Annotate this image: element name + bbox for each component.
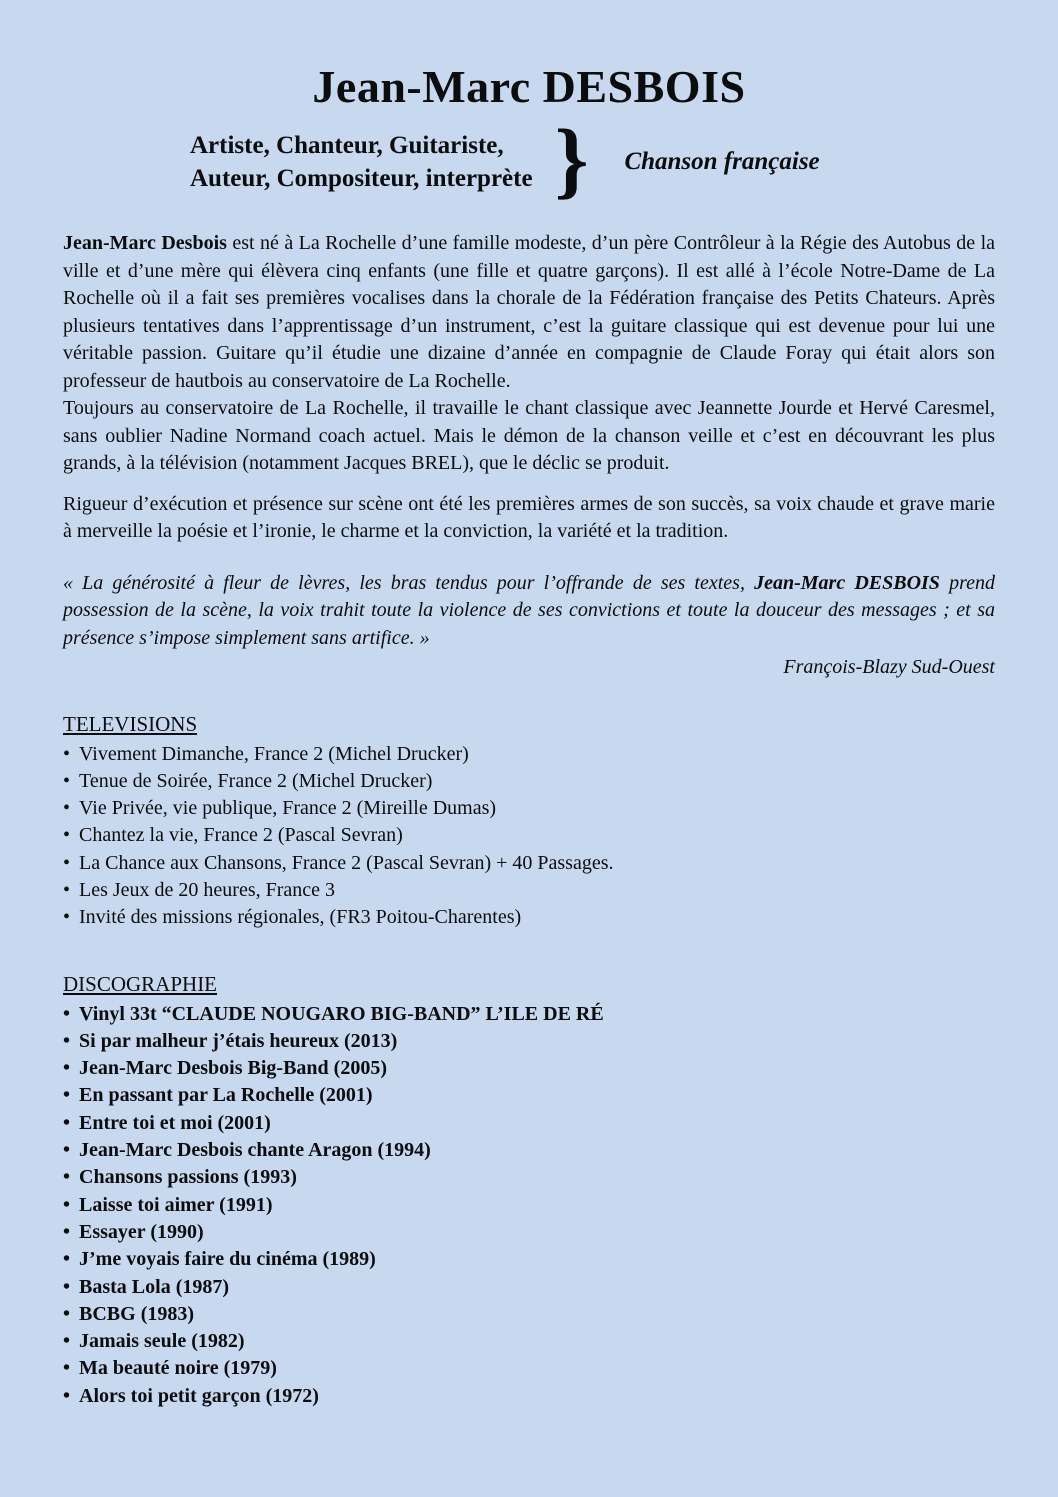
list-item bbox=[63, 1164, 995, 1191]
list-item-label: Basta Lola (1987) bbox=[79, 1275, 230, 1298]
bio-paragraph-1 bbox=[63, 230, 995, 395]
quote-artist-name: Jean-Marc DESBOIS bbox=[754, 571, 940, 594]
list-item bbox=[63, 904, 995, 931]
list-item bbox=[63, 795, 995, 822]
bio-paragraph-1-text: est né à La Rochelle d’une famille modeste, d’un père Contrôleur à la Régie des Autobus de la ville et d’une mère qui élèvera cinq enfants (une fille et quatre garçons). Il est allé à l’école Notre-Dame de La Rochelle où il a fait ses premières vocalises dans la chorale de la Fédération française des Petits Chateurs. Après plusieurs tentatives dans l’apprentissage d’un instrument, c’est la guitare classique qui est devenue pour lui une véritable passion. Guitare qu’il étudie une dizaine d’année en compagnie de Claude Foray qui était alors son professeur de hautbois au conservatoire de La Rochelle. bbox=[63, 232, 996, 392]
bullet-icon: • bbox=[63, 1193, 71, 1216]
list-item-label: Alors toi petit garçon (1972) bbox=[79, 1384, 319, 1407]
televisions-section bbox=[63, 711, 995, 932]
list-item-label: BCBG (1983) bbox=[79, 1302, 195, 1325]
list-item bbox=[63, 1110, 995, 1137]
subtitle-roles bbox=[190, 129, 533, 195]
bio-block bbox=[63, 230, 995, 478]
list-item bbox=[63, 1355, 995, 1382]
bullet-icon: • bbox=[63, 1166, 71, 1189]
quote-attribution: François-Blazy Sud-Ouest bbox=[783, 656, 995, 678]
bullet-icon: • bbox=[63, 1302, 71, 1325]
bullet-icon: • bbox=[63, 1384, 71, 1407]
bio-paragraph-3: Rigueur d’exécution et présence sur scène ont été les premières armes de son succès, sa voix chaude et grave marie à merveille la poésie et l’ironie, le charme et la conviction, la variété et la tradition. bbox=[63, 492, 995, 542]
list-item bbox=[63, 822, 995, 849]
bio-lead-name: Jean-Marc Desbois bbox=[63, 232, 227, 254]
bullet-icon: • bbox=[63, 797, 71, 820]
bullet-icon: • bbox=[63, 769, 71, 792]
list-item bbox=[63, 1274, 995, 1301]
list-item-label: Vinyl 33t “CLAUDE NOUGARO BIG-BAND” L’ILE DE RÉ bbox=[79, 1002, 604, 1025]
list-item-label: J’me voyais faire du cinéma (1989) bbox=[79, 1248, 376, 1271]
brace-glyph: } bbox=[554, 111, 589, 207]
genre-label: Chanson française bbox=[624, 148, 820, 176]
bullet-icon: • bbox=[63, 1057, 71, 1080]
list-item bbox=[63, 1082, 995, 1109]
televisions-list bbox=[63, 741, 995, 932]
list-item bbox=[63, 1246, 995, 1273]
list-item-label: Chansons passions (1993) bbox=[79, 1166, 297, 1189]
list-item bbox=[63, 877, 995, 904]
subtitle-line-1: Artiste, Chanteur, Guitariste, bbox=[190, 132, 504, 159]
list-item bbox=[63, 850, 995, 877]
list-item-label: Jean-Marc Desbois chante Aragon (1994) bbox=[79, 1139, 431, 1162]
list-item-label: Vie Privée, vie publique, France 2 (Mireille Dumas) bbox=[79, 797, 497, 820]
bullet-icon: • bbox=[63, 1330, 71, 1353]
bullet-icon: • bbox=[63, 1111, 71, 1134]
bullet-icon: • bbox=[63, 878, 71, 901]
list-item-label: Ma beauté noire (1979) bbox=[79, 1357, 277, 1380]
list-item bbox=[63, 1192, 995, 1219]
subtitle-line-2: Auteur, Compositeur, interprète bbox=[190, 165, 533, 192]
list-item-label: Essayer (1990) bbox=[79, 1220, 204, 1243]
bullet-icon: • bbox=[63, 906, 71, 929]
bullet-icon: • bbox=[63, 1275, 71, 1298]
bullet-icon: • bbox=[63, 824, 71, 847]
list-item bbox=[63, 1219, 995, 1246]
list-item-label: Laisse toi aimer (1991) bbox=[79, 1193, 273, 1216]
discographie-heading: DISCOGRAPHIE bbox=[63, 971, 218, 996]
list-item-label: En passant par La Rochelle (2001) bbox=[79, 1084, 373, 1107]
quote-text-end: prend possession de la scène, la voix trahit toute la violence de ses convictions et toute la douceur des messages ; et sa présence s’impose simplement sans artifice. » bbox=[63, 571, 995, 649]
bullet-icon: • bbox=[63, 1357, 71, 1380]
list-item bbox=[63, 1328, 995, 1355]
list-item-label: Invité des missions régionales, (FR3 Poitou-Charentes) bbox=[79, 906, 522, 929]
list-item-label: Chantez la vie, France 2 (Pascal Sevran) bbox=[79, 824, 403, 847]
list-item-label: Jamais seule (1982) bbox=[79, 1330, 245, 1353]
quote-text-start: « La générosité à fleur de lèvres, les bras tendus pour l’offrande de ses textes, bbox=[63, 571, 755, 594]
list-item-label: Les Jeux de 20 heures, France 3 bbox=[79, 878, 336, 901]
list-item bbox=[63, 1055, 995, 1082]
bullet-icon: • bbox=[63, 851, 71, 874]
bullet-icon: • bbox=[63, 1220, 71, 1243]
list-item bbox=[63, 741, 995, 768]
press-quote bbox=[63, 570, 995, 653]
list-item bbox=[63, 1001, 995, 1028]
bullet-icon: • bbox=[63, 1139, 71, 1162]
list-item bbox=[63, 1028, 995, 1055]
bullet-icon: • bbox=[63, 742, 71, 765]
bio-paragraph-2: Toujours au conservatoire de La Rochelle, il travaille le chant classique avec Jeannette Jourde et Hervé Caresmel, sans oublier Nadine Normand coach actuel. Mais le démon de la chanson veille et c’est en découvrant les plus grands, à la télévision (notamment Jacques BREL), que le déclic se produit. bbox=[63, 397, 995, 474]
list-item-label: Vivement Dimanche, France 2 (Michel Drucker) bbox=[79, 742, 469, 765]
bullet-icon: • bbox=[63, 1248, 71, 1271]
list-item-label: Tenue de Soirée, France 2 (Michel Drucker) bbox=[79, 769, 433, 792]
bullet-icon: • bbox=[63, 1029, 71, 1052]
discographie-list bbox=[63, 1001, 995, 1410]
list-item-label: Jean-Marc Desbois Big-Band (2005) bbox=[79, 1057, 387, 1080]
subtitle-block bbox=[190, 111, 995, 207]
list-item bbox=[63, 768, 995, 795]
list-item-label: Si par malheur j’étais heureux (2013) bbox=[79, 1029, 398, 1052]
bullet-icon: • bbox=[63, 1002, 71, 1025]
list-item-label: La Chance aux Chansons, France 2 (Pascal Sevran) + 40 Passages. bbox=[79, 851, 614, 874]
discographie-section bbox=[63, 971, 995, 1410]
list-item bbox=[63, 1383, 995, 1410]
list-item bbox=[63, 1137, 995, 1164]
page-title: Jean-Marc DESBOIS bbox=[312, 61, 746, 112]
list-item bbox=[63, 1301, 995, 1328]
list-item-label: Entre toi et moi (2001) bbox=[79, 1111, 271, 1134]
televisions-heading: TELEVISIONS bbox=[63, 711, 198, 736]
bullet-icon: • bbox=[63, 1084, 71, 1107]
